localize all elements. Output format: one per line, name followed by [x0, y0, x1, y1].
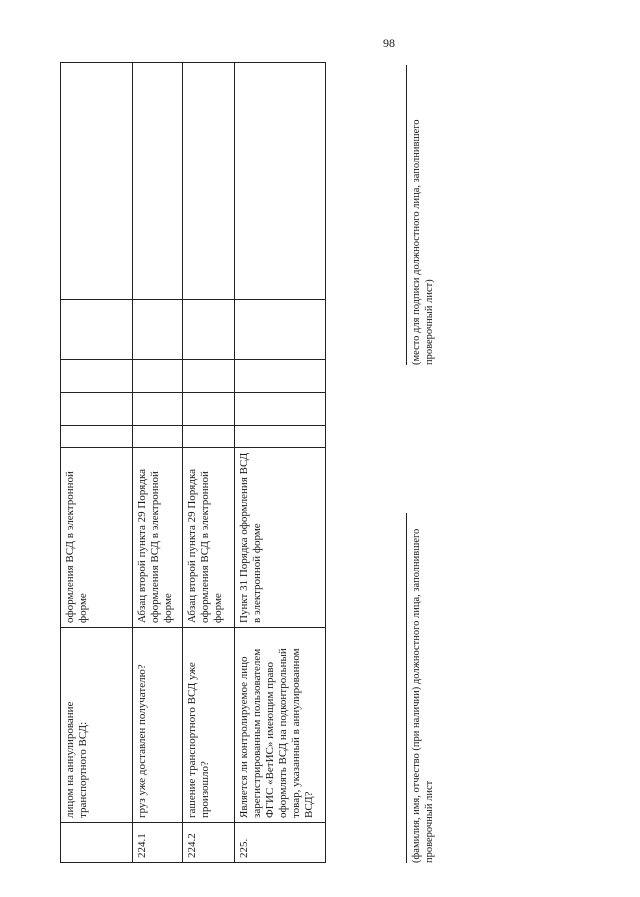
- answer-cell: [133, 393, 183, 426]
- answer-cell: [133, 426, 183, 448]
- checklist-table: [60, 62, 326, 863]
- question-cell: Является ли контролируемое лицо зарегистрированным пользователем ФГИС «ВетИС» имеющим право оформлять ВСД на подконтрольный товар, указанный в аннулированном ВСД?: [235, 628, 326, 823]
- page-number: 98: [383, 36, 395, 50]
- signature-sign-block: [406, 65, 436, 365]
- row-number: 224.1: [133, 823, 183, 863]
- comment-cell: [133, 63, 183, 300]
- answer-cell: [183, 300, 235, 360]
- answer-cell: [61, 393, 133, 426]
- answer-cell: [133, 360, 183, 393]
- answer-cell: [133, 300, 183, 360]
- name-line: [406, 513, 407, 863]
- answer-cell: [235, 300, 326, 360]
- table-row: [61, 63, 133, 863]
- comment-cell: [183, 63, 235, 300]
- answer-cell: [183, 360, 235, 393]
- table-row: [133, 63, 183, 863]
- answer-cell: [183, 393, 235, 426]
- reference-cell: оформления ВСД в электронной форме: [61, 448, 133, 628]
- comment-cell: [235, 63, 326, 300]
- rotated-content: [60, 63, 580, 863]
- answer-cell: [61, 360, 133, 393]
- answer-cell: [235, 393, 326, 426]
- reference-cell: Абзац второй пункта 29 Порядка оформления ВСД в электронной форме: [183, 448, 235, 628]
- sign-line: [406, 65, 407, 365]
- question-cell: лицом на аннулирование транспортного ВСД:: [61, 628, 133, 823]
- question-cell: груз уже доставлен получателю?: [133, 628, 183, 823]
- question-cell: гашение транспортного ВСД уже произошло?: [183, 628, 235, 823]
- comment-cell: [61, 63, 133, 300]
- name-caption: (фамилия, имя, отчество (при наличии) должностного лица, заполнившего проверочный лист: [411, 528, 435, 863]
- row-number: 225.: [235, 823, 326, 863]
- answer-cell: [235, 426, 326, 448]
- answer-cell: [235, 360, 326, 393]
- answer-cell: [61, 300, 133, 360]
- row-number: [61, 823, 133, 863]
- answer-cell: [61, 426, 133, 448]
- signature-name-block: [406, 513, 436, 863]
- answer-cell: [183, 426, 235, 448]
- table-row: [235, 63, 326, 863]
- sign-caption: (место для подписи должностного лица, заполнившего проверочный лист): [411, 119, 435, 365]
- table-row: [183, 63, 235, 863]
- reference-cell: Абзац второй пункта 29 Порядка оформления ВСД в электронной форме: [133, 448, 183, 628]
- row-number: 224.2: [183, 823, 235, 863]
- reference-cell: Пункт 31 Порядка оформления ВСД в электронной форме: [235, 448, 326, 628]
